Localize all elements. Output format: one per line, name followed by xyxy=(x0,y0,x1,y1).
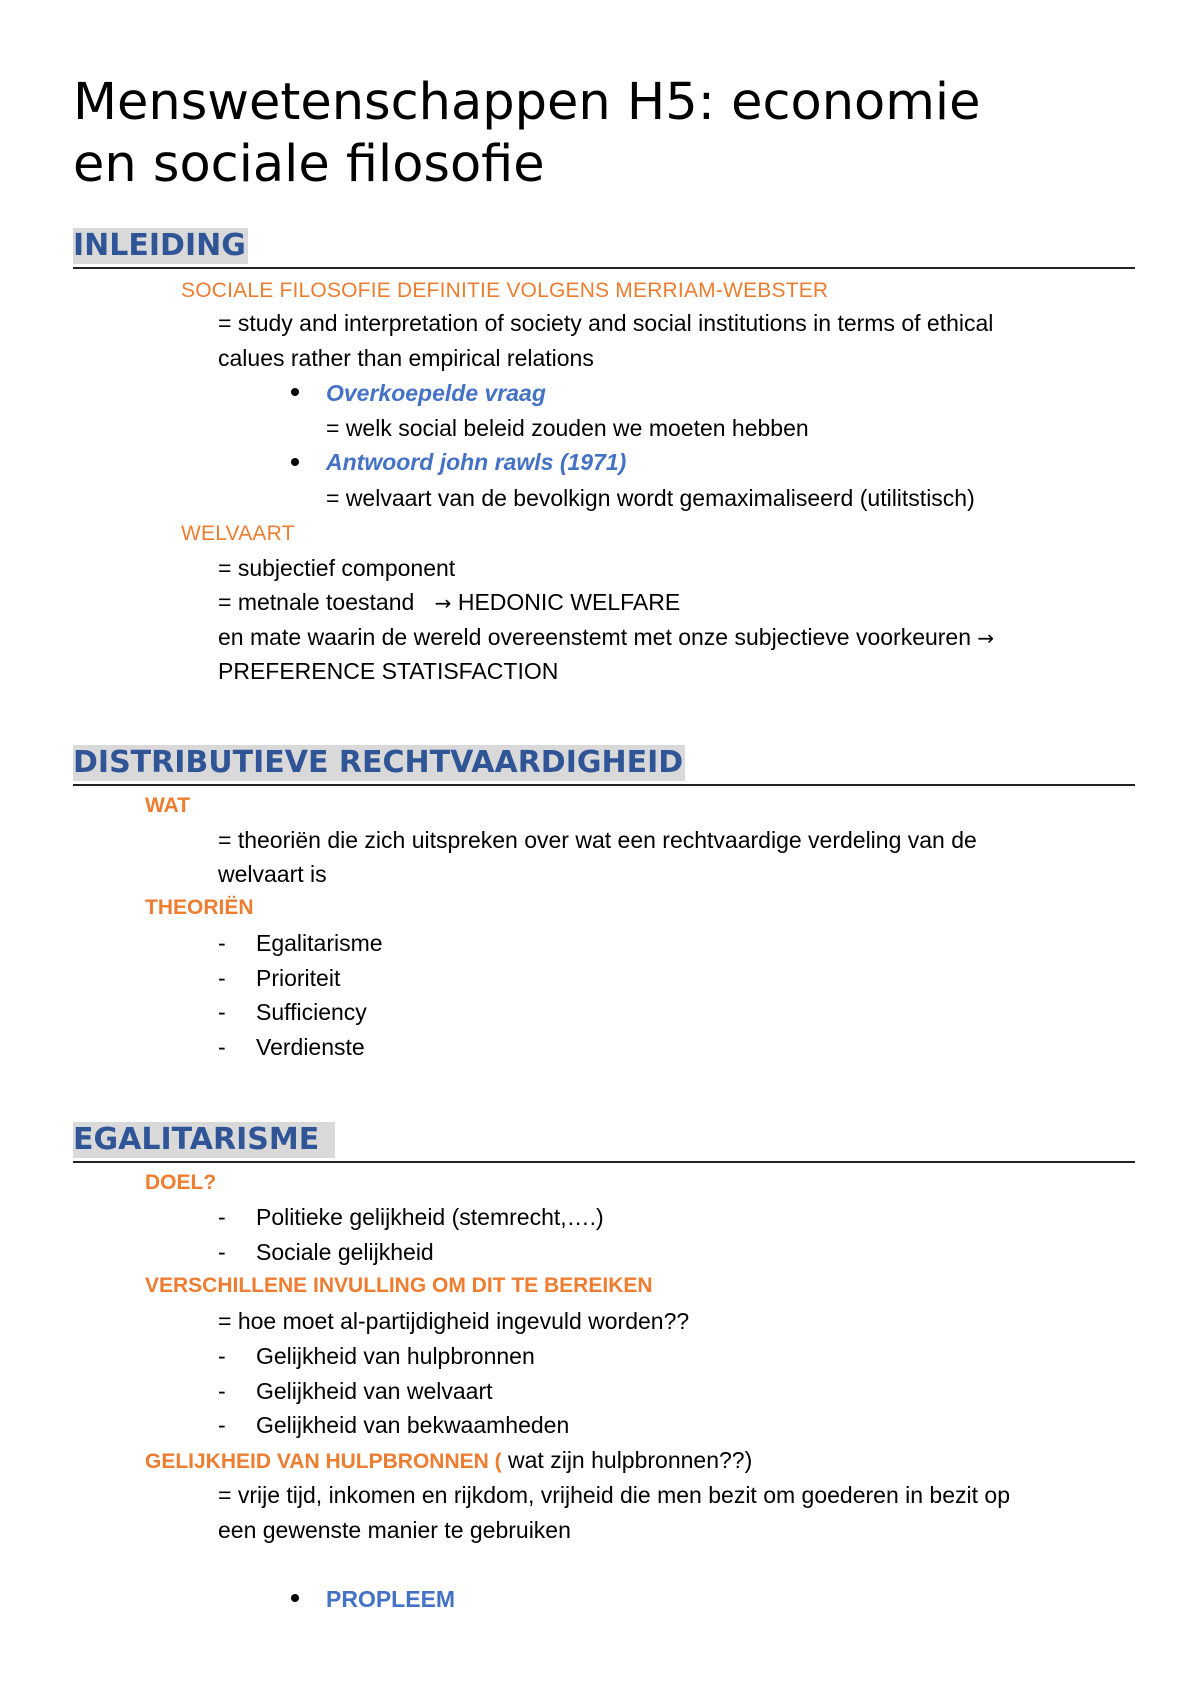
doel-label: DOEL? xyxy=(145,1171,217,1194)
bullet-icon xyxy=(291,388,299,396)
section-heading-label: EGALITARISME xyxy=(73,1122,335,1158)
dash-bullet: - xyxy=(218,1343,226,1369)
welvaart-line-text: en mate waarin de wereld overeenstemt met onze subjectieve voorkeuren xyxy=(218,624,972,650)
page-title xyxy=(73,72,1133,196)
list-item: Gelijkheid van welvaart xyxy=(256,1378,493,1404)
dash-bullet: - xyxy=(218,1239,226,1265)
bullet-icon xyxy=(291,1594,299,1602)
dash-bullet: - xyxy=(218,965,226,991)
bullet-text: = welvaart van de bevolkign wordt gemaximaliseerd (utilitstisch) xyxy=(326,485,975,511)
dash-bullet: - xyxy=(218,930,226,956)
wat-line: welvaart is xyxy=(218,861,327,887)
arrow-right-icon: → xyxy=(434,591,452,615)
dash-bullet: - xyxy=(218,1412,226,1438)
definition-label: SOCIALE FILOSOFIE DEFINITIE VOLGENS MERRIAM-WEBSTER xyxy=(181,279,829,302)
dash-bullet: - xyxy=(218,1378,226,1404)
definition-line: calues rather than empirical relations xyxy=(218,345,594,371)
hulpbronnen-label-text: GELIJKHEID VAN HULPBRONNEN ( xyxy=(145,1450,502,1473)
arrow-right-icon: → xyxy=(977,626,995,650)
bullet-label: Overkoepelde vraag xyxy=(326,380,546,406)
invulling-question: = hoe moet al-partijdigheid ingevuld worden?? xyxy=(218,1308,690,1334)
hulpbronnen-line: een gewenste manier te gebruiken xyxy=(218,1517,571,1543)
list-item: Sufficiency xyxy=(256,999,367,1025)
bullet-icon xyxy=(291,458,299,466)
section-heading-label: INLEIDING xyxy=(73,228,246,263)
hulpbronnen-question: wat zijn hulpbronnen??) xyxy=(501,1447,753,1473)
list-item: Egalitarisme xyxy=(256,930,383,956)
wat-label: WAT xyxy=(145,794,191,817)
bullet-text: = welk social beleid zouden we moeten hebben xyxy=(326,415,809,441)
welvaart-line: PREFERENCE STATISFACTION xyxy=(218,658,559,684)
dash-bullet: - xyxy=(218,1204,226,1230)
dash-bullet: - xyxy=(218,1034,226,1060)
page-title-line-2: en sociale filosofie xyxy=(73,135,545,194)
list-item: Gelijkheid van bekwaamheden xyxy=(256,1412,570,1438)
welvaart-label: WELVAART xyxy=(181,522,295,545)
bullet-label: Antwoord john rawls (1971) xyxy=(326,449,627,475)
page-title-line-1: Menswetenschappen H5: economie xyxy=(73,73,981,132)
dash-bullet: - xyxy=(218,999,226,1025)
list-item: Prioriteit xyxy=(256,965,341,991)
list-item: Verdienste xyxy=(256,1034,365,1060)
section-heading-inleiding xyxy=(73,228,1135,270)
bullet-label: PROPLEEM xyxy=(326,1586,456,1612)
wat-line: = theoriën die zich uitspreken over wat een rechtvaardige verdeling van de xyxy=(218,827,977,853)
invulling-label: VERSCHILLENE INVULLING OM DIT TE BEREIKEN xyxy=(145,1274,653,1297)
hulpbronnen-line: = vrije tijd, inkomen en rijkdom, vrijheid die men bezit om goederen in bezit op xyxy=(218,1482,1010,1508)
welvaart-line-term: HEDONIC WELFARE xyxy=(457,589,681,615)
welvaart-line: = subjectief component xyxy=(218,555,456,581)
list-item: Politieke gelijkheid (stemrecht,….) xyxy=(256,1204,604,1230)
section-divider xyxy=(73,784,1135,786)
hulpbronnen-label xyxy=(145,1443,752,1479)
welvaart-line xyxy=(218,620,994,655)
theorien-label: THEORIËN xyxy=(145,896,254,919)
definition-line: = study and interpretation of society and social institutions in terms of ethical xyxy=(218,310,994,336)
section-divider xyxy=(73,1161,1135,1163)
welvaart-line-text: = metnale toestand xyxy=(218,589,415,615)
section-heading-label: DISTRIBUTIEVE RECHTVAARDIGHEID xyxy=(73,745,684,780)
list-item: Gelijkheid van hulpbronnen xyxy=(256,1343,535,1369)
section-heading-distributieve xyxy=(73,745,1135,787)
section-heading-egalitarisme xyxy=(73,1122,1135,1164)
list-item: Sociale gelijkheid xyxy=(256,1239,434,1265)
section-divider xyxy=(73,267,1135,269)
welvaart-line xyxy=(218,585,680,620)
